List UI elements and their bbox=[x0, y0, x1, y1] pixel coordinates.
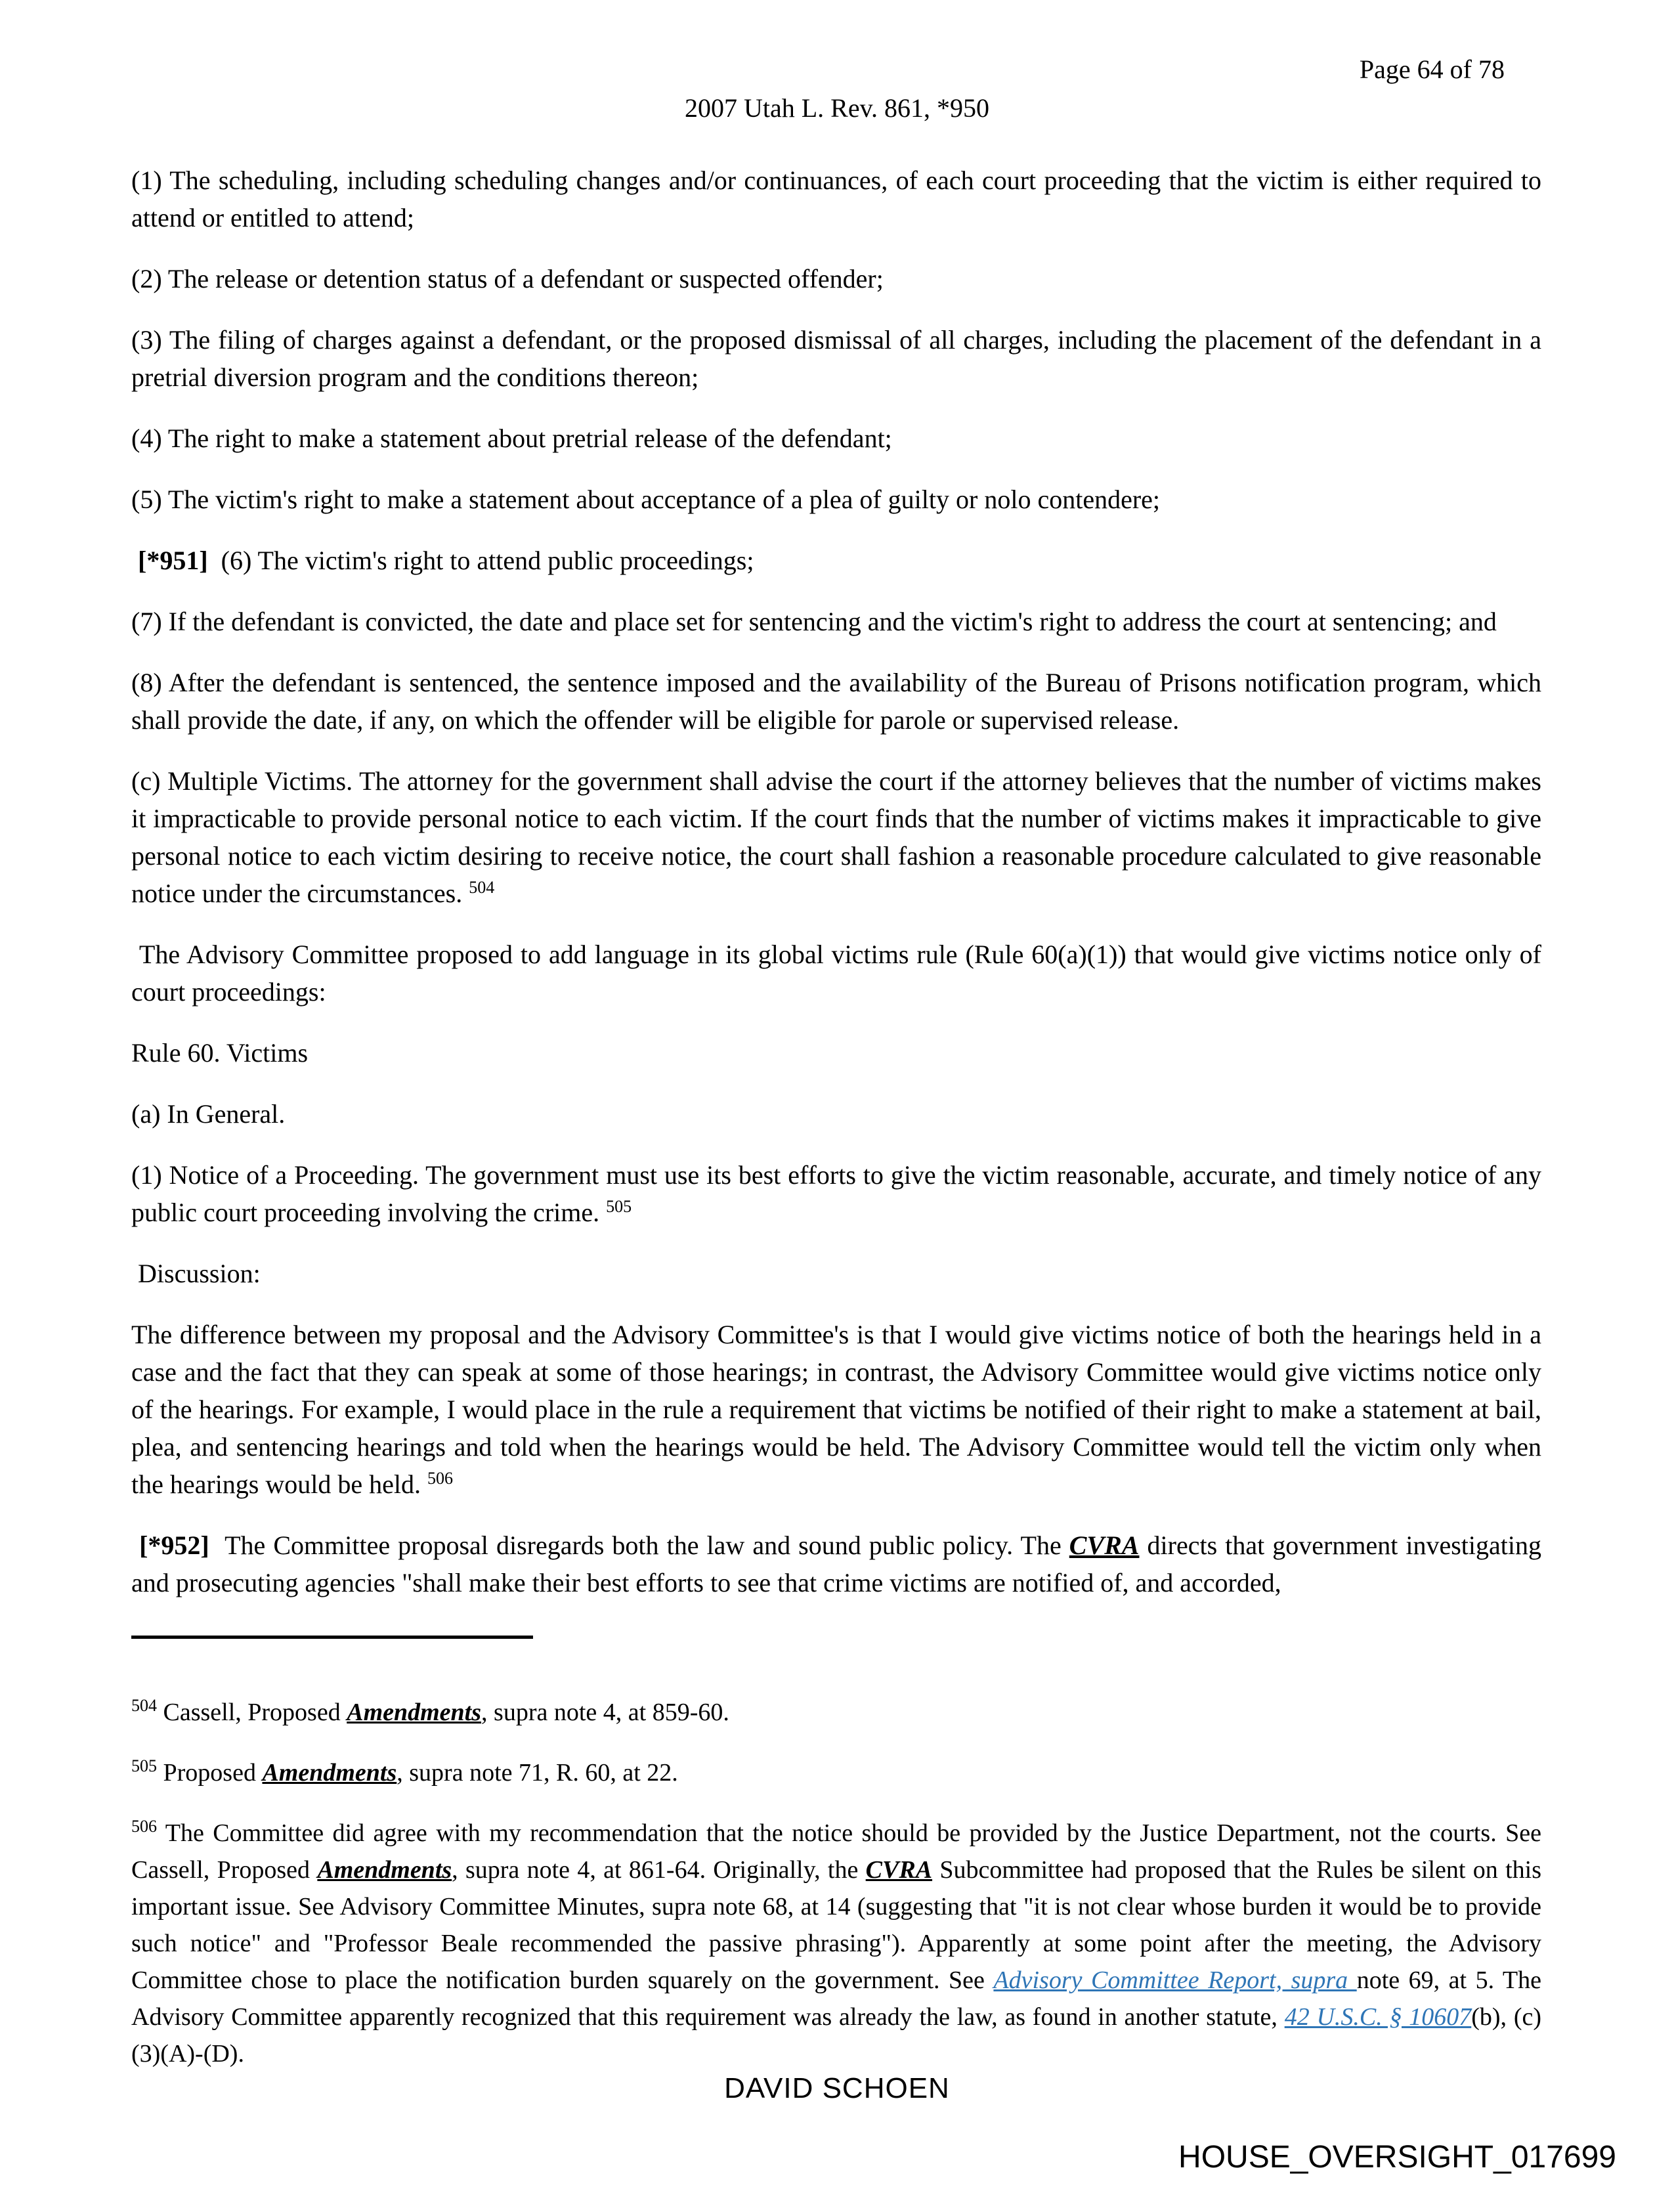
text-run: (c) Multiple Victims. The attorney for the government shall advise the court if the attorney believes that the number of victims makes it impracticable to provide personal notice to each victim. If the court finds that the number of victims makes it impracticable to give personal notice to each victim desiring to receive notice, the court shall fashion a reasonable procedure calculated to give reasonable notice under the circumstances. bbox=[131, 766, 1541, 908]
text-run: (2) The release or detention status of a defendant or suspected offender; bbox=[131, 264, 884, 293]
paragraph bbox=[131, 1527, 1541, 1601]
paragraph bbox=[131, 321, 1541, 396]
paragraph bbox=[131, 542, 1541, 579]
footnote-ref: 505 bbox=[131, 1756, 157, 1775]
text-run: The difference between my proposal and the Advisory Committee's is that I would give victims notice of both the hearings held in a case and the fact that they can speak at some of those hearings; in contrast, the Advisory Committee would give victims notice only of the hearings. For example, I would place in the rule a requirement that victims be notified of their right to make a statement at bail, plea, and sentencing hearings and told when the hearings would be held. The Advisory Committee would tell the victim only when the hearings would be held. bbox=[131, 1320, 1541, 1499]
body-paragraphs bbox=[131, 162, 1541, 1601]
paragraph bbox=[131, 481, 1541, 518]
paragraph bbox=[131, 260, 1541, 297]
text-run bbox=[131, 1530, 139, 1560]
paragraph bbox=[131, 762, 1541, 912]
footnote-ref: 506 bbox=[131, 1817, 157, 1836]
text-run: (a) In General. bbox=[131, 1099, 286, 1129]
footnote bbox=[131, 1754, 1541, 1791]
text-run: Discussion: bbox=[131, 1259, 261, 1288]
text-run: Amendments bbox=[317, 1856, 452, 1884]
text-run: (b), (c)(3)(A)-(D). bbox=[131, 2003, 1541, 2068]
text-run: CVRA bbox=[865, 1856, 933, 1884]
paragraph bbox=[131, 420, 1541, 457]
text-run: (1) The scheduling, including scheduling changes and/or continuances, of each court proceeding that the victim is either required to attend or entitled to attend; bbox=[131, 165, 1541, 232]
text-run: The Advisory Committee proposed to add language in its global victims rule (Rule 60(a)(1)) that would give victims notice only of court proceedings: bbox=[131, 940, 1541, 1007]
footnote-ref: 505 bbox=[606, 1197, 632, 1216]
text-run: [*951] bbox=[138, 546, 208, 575]
footnote-ref: 506 bbox=[427, 1469, 453, 1488]
text-run: CVRA bbox=[1069, 1530, 1140, 1560]
paragraph bbox=[131, 1316, 1541, 1503]
document-body bbox=[131, 162, 1541, 2096]
footnotes-section bbox=[131, 1694, 1541, 2072]
text-run: The Committee did agree with my recommendation that the notice should be provided by the Justice Department, not the courts. See Cassell, Proposed bbox=[131, 1819, 1541, 1884]
footnote-separator bbox=[131, 1636, 533, 1639]
text-run: (7) If the defendant is convicted, the date and place set for sentencing and the victim's right to address the court at sentencing; and bbox=[131, 607, 1497, 636]
paragraph bbox=[131, 162, 1541, 236]
text-run: Subcommittee had proposed that the Rules be silent on this important issue. See Advisory Committee Minutes, supra note 68, at 14 (suggesting that "it is not clear whose burden it would be to provide such notice" and "Professor Beale recommended the passive phrasing"). Apparently at some point after the meeting, the Advisory Committee chose to place the notification burden squarely on the government. See bbox=[131, 1856, 1541, 1994]
text-run: , supra note 71, R. 60, at 22. bbox=[397, 1759, 678, 1787]
page-indicator: Page 64 of 78 bbox=[1359, 54, 1505, 84]
text-run: Amendments bbox=[262, 1759, 397, 1787]
paragraph bbox=[131, 936, 1541, 1010]
paragraph bbox=[131, 1156, 1541, 1231]
citation-link[interactable]: 42 U.S.C. § 10607 bbox=[1284, 2003, 1472, 2031]
text-run: (6) The victim's right to attend public proceedings; bbox=[207, 546, 754, 575]
text-run: (8) After the defendant is sentenced, the sentence imposed and the availability of the Bureau of Prisons notification program, which shall provide the date, if any, on which the offender will be eligible for parole or supervised release. bbox=[131, 668, 1541, 735]
bates-number: HOUSE_OVERSIGHT_017699 bbox=[1178, 2140, 1616, 2175]
footnote bbox=[131, 1815, 1541, 2072]
citation-header: 2007 Utah L. Rev. 861, *950 bbox=[684, 93, 990, 123]
paragraph bbox=[131, 1034, 1541, 1072]
text-run: note 69, at 5. The Advisory Committee apparently recognized that this requirement was already the law, as found in another statute, bbox=[131, 1966, 1541, 2031]
text-run: The Committee proposal disregards both the law and sound public policy. The bbox=[209, 1530, 1069, 1560]
text-run: Amendments bbox=[347, 1699, 482, 1726]
text-run: directs that government investigating and prosecuting agencies "shall make their best efforts to see that crime victims are notified of, and accorded, bbox=[131, 1530, 1542, 1597]
text-run: Cassell, Proposed bbox=[157, 1699, 347, 1726]
text-run: Proposed bbox=[157, 1759, 263, 1787]
text-run: (3) The filing of charges against a defendant, or the proposed dismissal of all charges, including the placement of the defendant in a pretrial diversion program and the conditions thereon; bbox=[131, 325, 1541, 392]
text-run: [*952] bbox=[139, 1530, 209, 1560]
footnote-ref: 504 bbox=[131, 1696, 157, 1715]
text-run bbox=[131, 546, 138, 575]
citation-link[interactable]: Advisory Committee Report, supra bbox=[993, 1966, 1357, 1994]
paragraph bbox=[131, 664, 1541, 739]
text-run: Rule 60. Victims bbox=[131, 1038, 309, 1068]
author-name: DAVID SCHOEN bbox=[724, 2072, 950, 2104]
footnote bbox=[131, 1694, 1541, 1731]
paragraph bbox=[131, 1095, 1541, 1133]
footnote-ref: 504 bbox=[469, 878, 495, 897]
text-run: (4) The right to make a statement about pretrial release of the defendant; bbox=[131, 423, 892, 453]
text-run: (5) The victim's right to make a statement about acceptance of a plea of guilty or nolo contendere; bbox=[131, 485, 1161, 514]
paragraph bbox=[131, 1255, 1541, 1292]
text-run: , supra note 4, at 859-60. bbox=[481, 1699, 729, 1726]
paragraph bbox=[131, 603, 1541, 640]
text-run: (1) Notice of a Proceeding. The government must use its best efforts to give the victim reasonable, accurate, and timely notice of any public court proceeding involving the crime. bbox=[131, 1160, 1541, 1227]
text-run: , supra note 4, at 861-64. Originally, the bbox=[452, 1856, 866, 1884]
